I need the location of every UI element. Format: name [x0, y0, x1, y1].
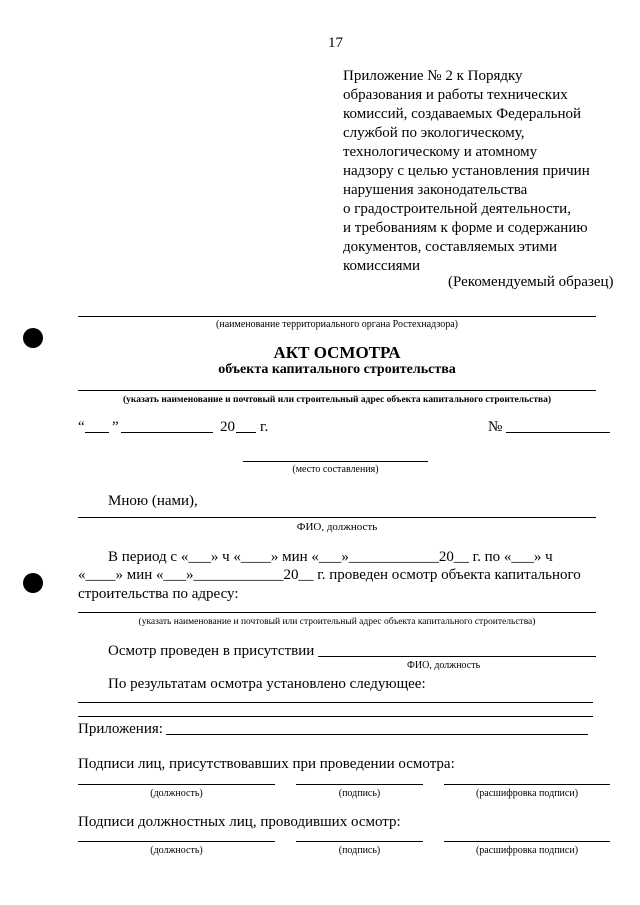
results-line-1	[78, 702, 593, 703]
appendix-line: службой по экологическому,	[343, 125, 525, 141]
day-line	[85, 432, 109, 433]
object-caption: (указать наименование и почтовый или строительный адрес объекта капитального строительства)	[122, 395, 552, 405]
address-caption: (указать наименование и почтовый или строительный адрес объекта капитального строительства)	[138, 617, 536, 627]
place-caption: (место составления)	[292, 464, 379, 475]
appendix-line: и требованиям к форме и содержанию	[343, 220, 588, 236]
authority-caption: (наименование территориального органа Ростехнадзора)	[216, 319, 458, 330]
appendix-line: образования и работы технических	[343, 87, 568, 103]
results-text: По результатам осмотра установлено следующее:	[108, 676, 426, 692]
act-title: АКТ ОСМОТРА	[273, 343, 401, 362]
address-line	[78, 612, 596, 613]
presence-text: Осмотр проведен в присутствии	[108, 643, 315, 659]
appendix-line: о градостроительной деятельности,	[343, 201, 571, 217]
officials-signatures-title: Подписи должностных лиц, проводивших осмотр:	[78, 814, 401, 830]
officials-signature-line	[296, 841, 423, 842]
month-line	[121, 432, 213, 433]
number-sign: №	[488, 419, 503, 435]
punch-hole-bottom	[23, 573, 43, 593]
present-signature-line	[296, 784, 423, 785]
presence-fio-caption: ФИО, должность	[407, 660, 481, 671]
date-open-quote: “	[78, 419, 85, 435]
date-close-quote: ”	[112, 419, 119, 435]
officials-decoding-caption: (расшифровка подписи)	[475, 845, 579, 856]
by-me-text: Мною (нами),	[108, 493, 198, 509]
present-position-line	[78, 784, 275, 785]
officials-position-line	[78, 841, 275, 842]
period-line-2: «____» мин «___»____________20__ г. проведен осмотр объекта капитального	[78, 567, 581, 583]
place-line	[243, 461, 428, 462]
present-position-caption: (должность)	[150, 788, 203, 799]
act-subtitle: объекта капитального строительства	[218, 362, 456, 377]
punch-hole-top	[23, 328, 43, 348]
appendix-line: комиссий, создаваемых Федеральной	[343, 106, 582, 122]
year-suffix: г.	[260, 419, 269, 435]
officials-signature-caption: (подпись)	[338, 845, 381, 856]
appendix-line: Приложение № 2 к Порядку	[343, 68, 523, 84]
period-line-1: В период с «___» ч «____» мин «___»____________20__ г. по «___» ч	[108, 549, 553, 565]
officials-position-caption: (должность)	[150, 845, 203, 856]
page-number: 17	[328, 35, 343, 51]
object-line	[78, 390, 596, 391]
appendix-text	[343, 67, 623, 276]
present-decoding-caption: (расшифровка подписи)	[475, 788, 579, 799]
authority-line	[78, 316, 596, 317]
year-prefix: 20	[220, 419, 235, 435]
present-decoding-line	[444, 784, 610, 785]
officials-decoding-line	[444, 841, 610, 842]
present-signatures-title: Подписи лиц, присутствовавших при проведении осмотра:	[78, 756, 455, 772]
present-signature-caption: (подпись)	[338, 788, 381, 799]
appendix-line: комиссиями	[343, 258, 421, 274]
appendix-line: документов, составляемых этими	[343, 239, 557, 255]
attachments-line	[166, 734, 588, 735]
presence-line	[318, 656, 596, 657]
appendix-line: надзору с целью установления причин	[343, 163, 590, 179]
results-line-2	[78, 716, 593, 717]
fio-line	[78, 517, 596, 518]
appendix-line: технологическому и атомному	[343, 144, 538, 160]
number-line	[506, 432, 610, 433]
year-line	[236, 432, 256, 433]
attachments-label: Приложения:	[78, 721, 163, 737]
period-line-3: строительства по адресу:	[78, 586, 239, 602]
fio-caption: ФИО, должность	[296, 521, 378, 533]
appendix-line: нарушения законодательства	[343, 182, 528, 198]
recommended-sample: (Рекомендуемый образец)	[448, 274, 614, 290]
